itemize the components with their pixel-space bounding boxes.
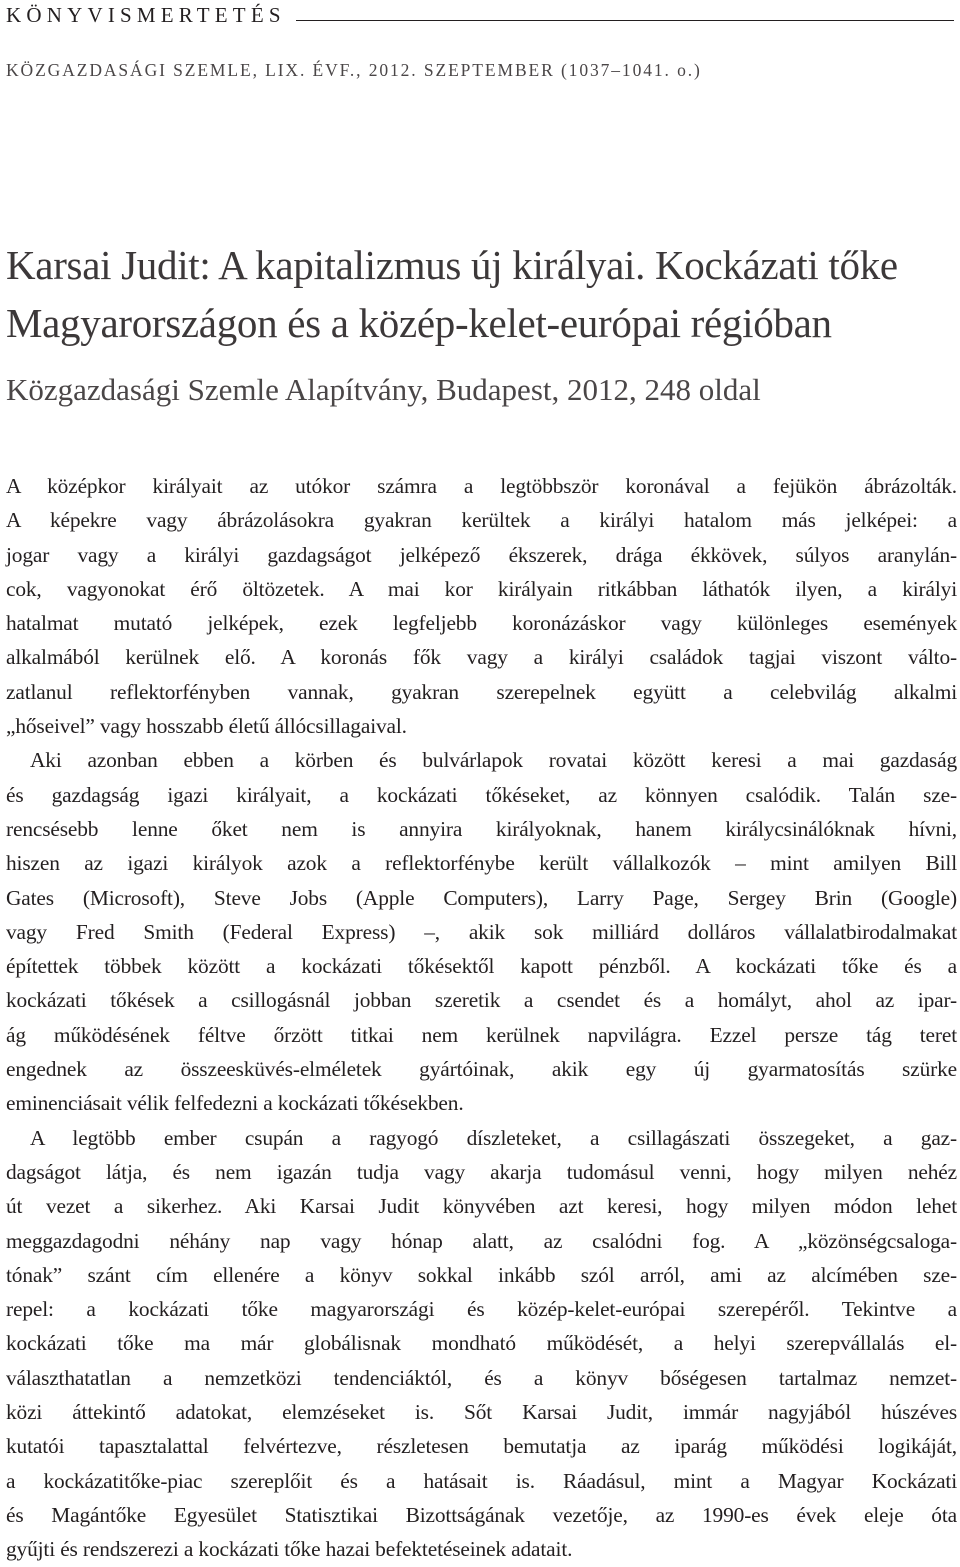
paragraph-line: „hőseivel” vagy hosszabb életű állócsillagaival. bbox=[6, 714, 407, 739]
paragraph-2 bbox=[6, 743, 957, 1120]
paragraph-line: A középkor királyait az utókor számra a legtöbbször koronával a fejükön ábrázolták. bbox=[6, 474, 957, 498]
paragraph-line: ág működésének féltve őrzött titkai nem kerülnek napvilágra. Ezzel persze tág teret bbox=[6, 1022, 957, 1047]
book-title-line-1: Karsai Judit: A kapitalizmus új királyai. Kockázati tőke bbox=[6, 242, 898, 288]
paragraph-1 bbox=[6, 469, 957, 743]
paragraph-line: kockázati tőkések a csillogásnál jobban szeretik a csendet és a homályt, ahol az ipar- bbox=[6, 988, 957, 1013]
paragraph-line: és gazdagság igazi királyait, a kockázati tőkéseket, az könnyen csalódik. Talán sze- bbox=[6, 782, 957, 807]
paragraph-line: és Magántőke Egyesület Statisztikai Bizottságának vezetője, az 1990-es évek eleje óta bbox=[6, 1502, 957, 1527]
paragraph-line: út vezet a sikerhez. Aki Karsai Judit könyvében azt keresi, hogy milyen módon lehet bbox=[6, 1194, 957, 1219]
paragraph-line: gyűjti és rendszerezi a kockázati tőke hazai befektetéseinek adatait. bbox=[6, 1537, 573, 1562]
paragraph-line: zatlanul reflektorfényben vannak, gyakran szerepelnek együtt a celebvilág alkalmi bbox=[6, 679, 957, 704]
paragraph-line: vagy Fred Smith (Federal Express) –, akik sok milliárd dolláros vállalatbirodalmakat bbox=[6, 919, 957, 944]
paragraph-3 bbox=[6, 1121, 957, 1567]
paragraph-line: hatalmat mutató jelképek, ezek legfeljebb koronázáskor vagy különleges események bbox=[6, 611, 957, 636]
paragraph-line: cok, vagyonokat érő öltözetek. A mai kor királyain ritkábban láthatók ilyen, a királyi bbox=[6, 576, 957, 601]
paragraph-line: dagságot látja, és nem igazán tudja vagy akarja tudomásul venni, hogy milyen nehéz bbox=[6, 1159, 957, 1184]
paragraph-line: eminenciásait vélik felfedezni a kockázati tőkésekben. bbox=[6, 1091, 464, 1116]
paragraph-line: A képekre vagy ábrázolásokra gyakran kerültek a királyi hatalom más jelképei: a bbox=[6, 508, 957, 533]
book-title bbox=[6, 236, 960, 352]
paragraph-line: Gates (Microsoft), Steve Jobs (Apple Computers), Larry Page, Sergey Brin (Google) bbox=[6, 885, 957, 910]
book-imprint: Közgazdasági Szemle Alapítvány, Budapest, 2012, 248 oldal bbox=[6, 372, 761, 407]
review-body bbox=[6, 469, 957, 1567]
book-title-line-2: Magyarországon és a közép-kelet-európai régióban bbox=[6, 300, 832, 346]
paragraph-line: tónak” szánt cím ellenére a könyv sokkal inkább szól arról, ami az alcímében sze- bbox=[6, 1262, 957, 1287]
paragraph-line: rencsésebb lenne őket nem is annyira királyoknak, hanem királycsinálóknak hívni, bbox=[6, 816, 957, 841]
paragraph-line: Aki azonban ebben a körben és bulvárlapok rovatai között keresi a mai gazdaság bbox=[30, 748, 957, 773]
paragraph-line: a kockázatitőke-piac szereplőit és a hatásait is. Ráadásul, mint a Magyar Kockázati bbox=[6, 1468, 957, 1493]
paragraph-line: választhatatlan a nemzetközi tendenciáktól, és a könyv bőségesen tartalmaz nemzet- bbox=[6, 1365, 957, 1390]
journal-citation: KÖZGAZDASÁGI SZEMLE, LIX. ÉVF., 2012. SZEPTEMBER (1037–1041. o.) bbox=[6, 60, 702, 80]
paragraphs bbox=[6, 469, 957, 1567]
paragraph-line: kockázati tőke ma már globálisnak mondható működését, a helyi szerepvállalás el- bbox=[6, 1331, 957, 1356]
paragraph-line: jogar vagy a királyi gazdagságot jelképező ékszerek, drága ékkövek, súlyos aranylán- bbox=[6, 542, 957, 567]
paragraph-line: közi áttekintő adatokat, elemzéseket is. Sőt Karsai Judit, immár nagyjából húszéves bbox=[6, 1400, 957, 1425]
section-header bbox=[6, 0, 954, 30]
paragraph-line: építettek többek között a kockázati tőkésektől kapott pénzből. A kockázati tőke és a bbox=[6, 954, 957, 979]
paragraph-line: repel: a kockázati tőke magyarországi és közép-kelet-európai szerepéről. Tekintve a bbox=[6, 1297, 957, 1322]
header-rule bbox=[296, 20, 954, 21]
section-label: KÖNYVISMERTETÉS bbox=[6, 2, 286, 27]
paragraph-line: hiszen az igazi királyok azok a reflektorfénybe került vállalkozók – mint amilyen Bill bbox=[6, 851, 957, 876]
paragraph-line: kutatói tapasztalattal felvértezve, részletesen bemutatja az iparág működési logikáját, bbox=[6, 1434, 957, 1459]
paragraph-line: meggazdagodni néhány nap vagy hónap alatt, az csalódni fog. A „közönségcsaloga- bbox=[6, 1228, 957, 1253]
paragraph-line: alkalmából kerülnek elő. A koronás fők vagy a királyi családok tagjai viszont válto- bbox=[6, 645, 957, 670]
paragraph-line: A legtöbb ember csupán a ragyogó díszleteket, a csillagászati összegeket, a gaz- bbox=[30, 1125, 957, 1150]
paragraph-line: engednek az összeesküvés-elméletek gyártóinak, akik egy új gyarmatosítás szürke bbox=[6, 1057, 957, 1082]
